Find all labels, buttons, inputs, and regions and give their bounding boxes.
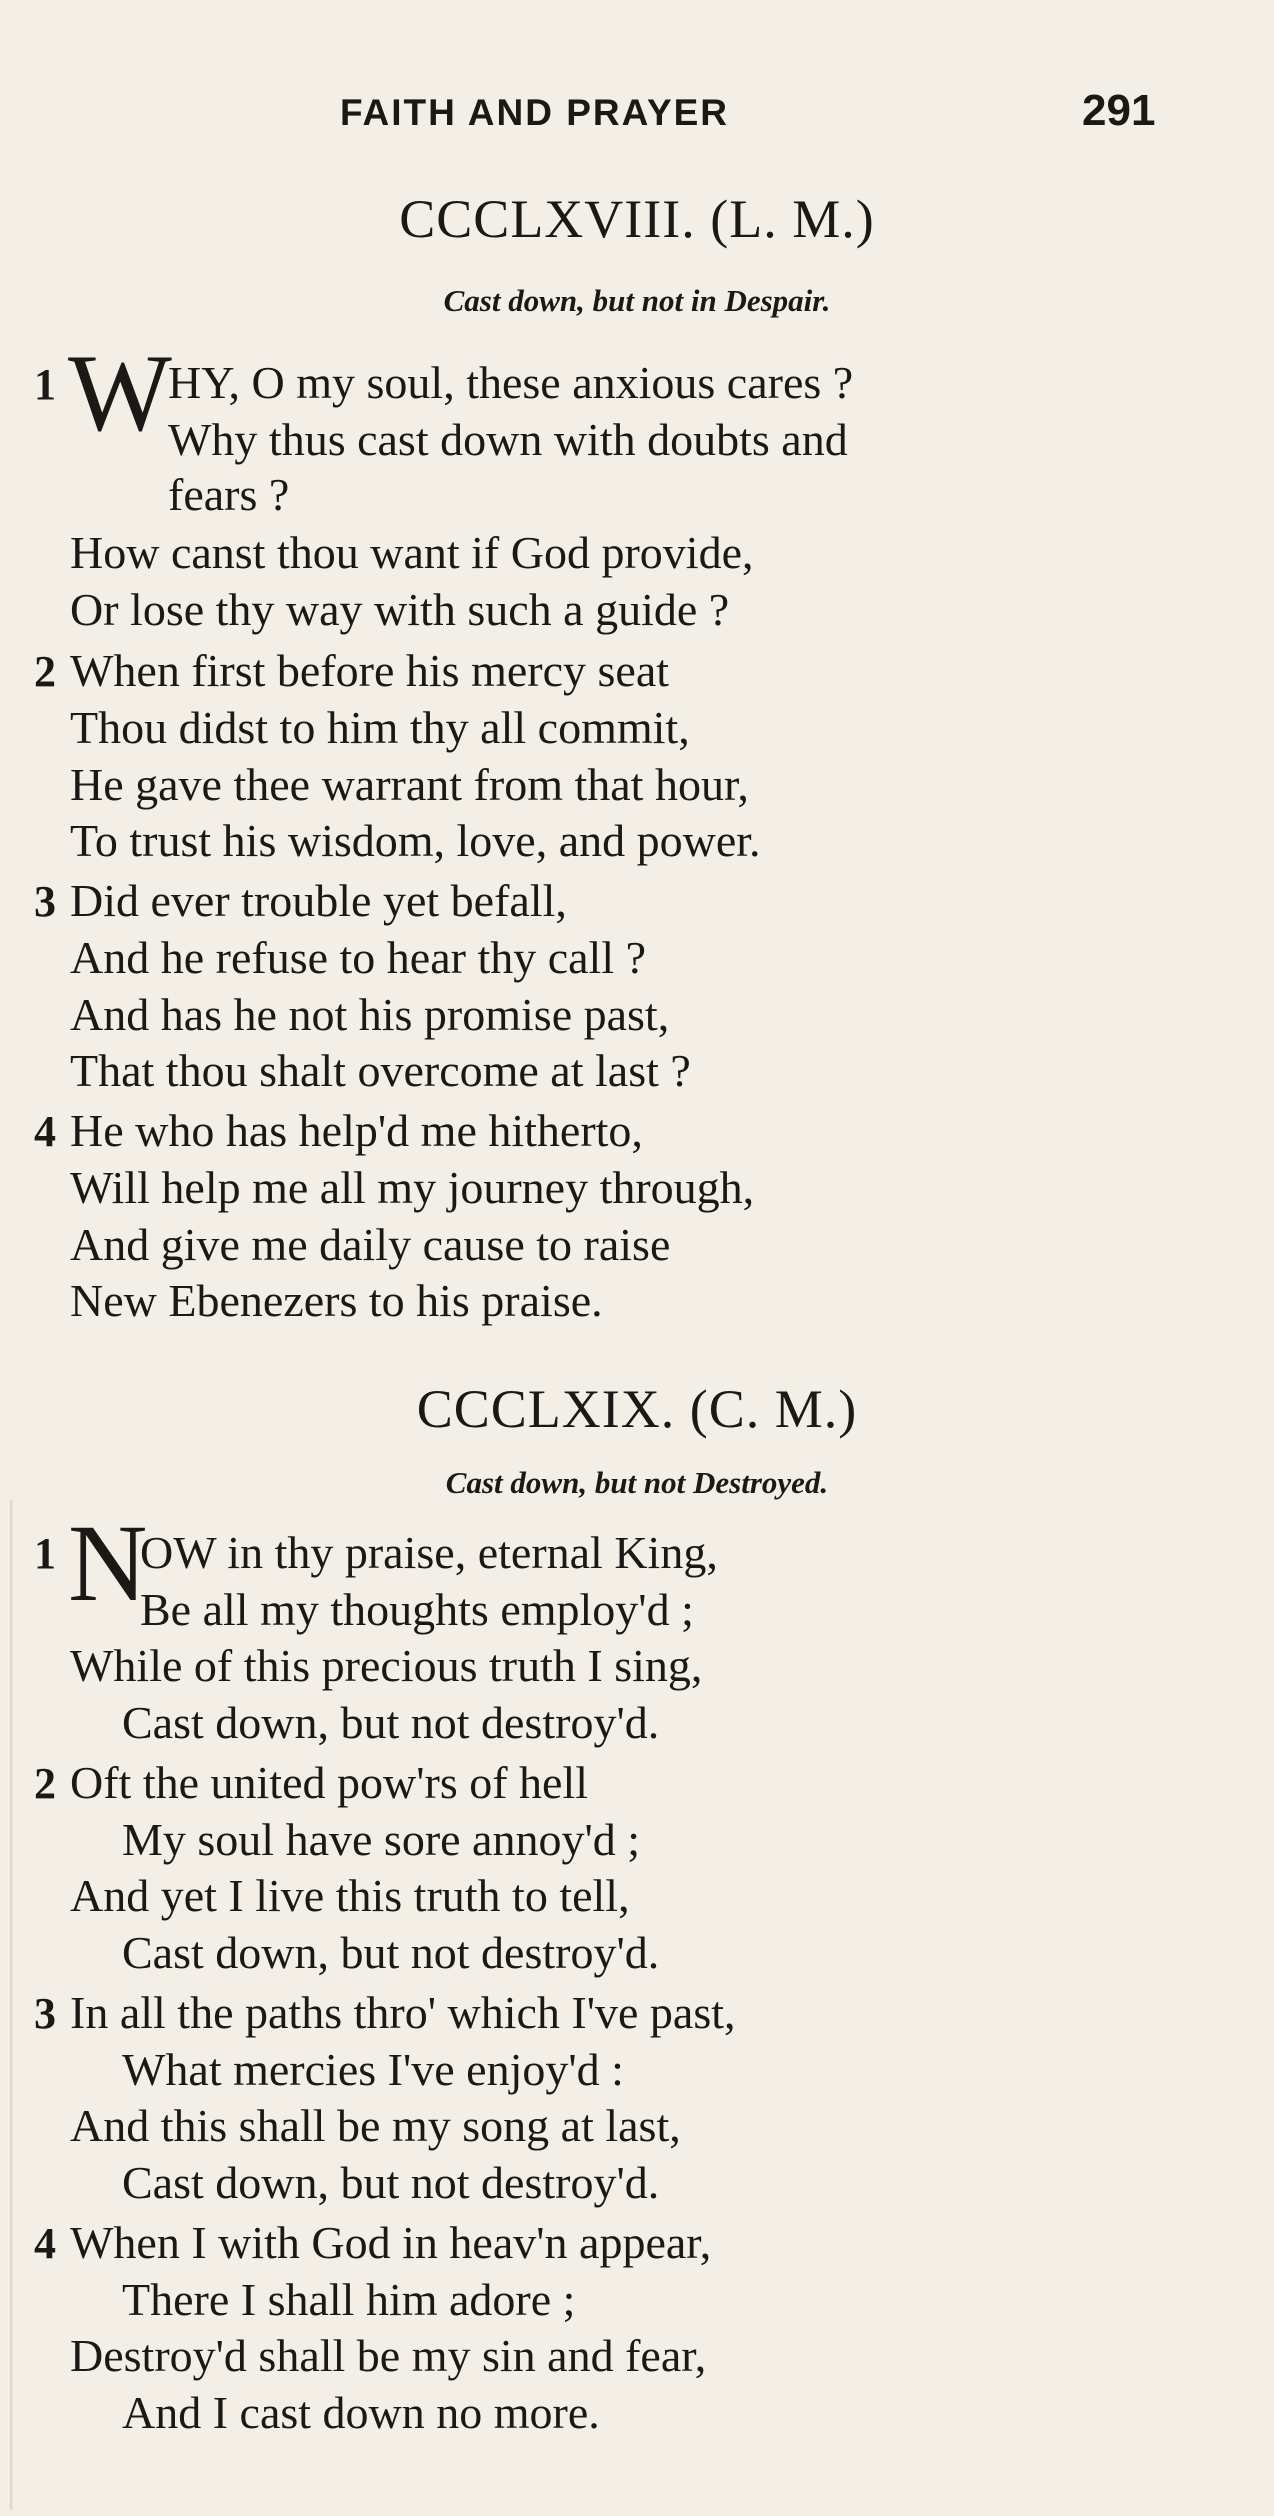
verse-line: He gave thee warrant from that hour, xyxy=(70,759,749,810)
verse-line: Be all my thoughts employ'd ; xyxy=(140,1584,694,1635)
hymn-heading: CCCLXIX. (C. M.) xyxy=(416,1379,858,1439)
verse-line: OW in thy praise, eternal King, xyxy=(140,1527,718,1578)
verse-line: HY, O my soul, these anxious cares ? xyxy=(168,357,854,408)
verse-line: Cast down, but not destroy'd. xyxy=(122,1697,660,1748)
verse-line: Will help me all my journey through, xyxy=(70,1162,755,1213)
stanza-number: 1 xyxy=(34,360,56,409)
verse-line: And he refuse to hear thy call ? xyxy=(70,932,647,983)
verse-line: And this shall be my song at last, xyxy=(70,2100,681,2151)
stanza-number: 1 xyxy=(34,1529,56,1578)
stanza-number: 3 xyxy=(34,1989,56,2038)
verse-line: How canst thou want if God provide, xyxy=(70,527,754,578)
stanza-number: 2 xyxy=(34,1759,56,1808)
verse-line: Destroy'd shall be my sin and fear, xyxy=(70,2330,707,2381)
verse-line: And yet I live this truth to tell, xyxy=(70,1870,630,1921)
verse-line: Or lose thy way with such a guide ? xyxy=(70,584,730,635)
verse-line: That thou shalt overcome at last ? xyxy=(70,1045,691,1096)
verse-line: Cast down, but not destroy'd. xyxy=(122,1927,660,1978)
drop-cap: N xyxy=(68,1502,148,1624)
verse-line: To trust his wisdom, love, and power. xyxy=(70,815,761,866)
verse-line: And has he not his promise past, xyxy=(70,989,670,1040)
stanza-number: 4 xyxy=(34,2219,56,2268)
verse-line: Cast down, but not destroy'd. xyxy=(122,2157,660,2208)
stanza-number: 3 xyxy=(34,877,56,926)
verse-line: While of this precious truth I sing, xyxy=(70,1640,703,1691)
stanza-number: 4 xyxy=(34,1107,56,1156)
verse-line: When first before his mercy seat xyxy=(70,645,670,696)
verse-line: There I shall him adore ; xyxy=(122,2274,576,2325)
verse-line: Why thus cast down with doubts and xyxy=(168,414,848,465)
drop-cap: W xyxy=(68,332,172,454)
verse-line: And I cast down no more. xyxy=(122,2387,600,2438)
verse-line: fears ? xyxy=(168,469,290,520)
page-edge-shadow xyxy=(10,1500,13,2510)
verse-line: New Ebenezers to his praise. xyxy=(70,1275,603,1326)
running-head: FAITH AND PRAYER xyxy=(340,92,730,133)
page-number: 291 xyxy=(1082,86,1156,135)
hymn-subtitle: Cast down, but not in Despair. xyxy=(443,283,831,318)
hymn-heading: CCCLXVIII. (L. M.) xyxy=(399,189,875,249)
verse-line: Thou didst to him thy all commit, xyxy=(70,702,690,753)
verse-line: My soul have sore annoy'd ; xyxy=(122,1814,641,1865)
stanza-number: 2 xyxy=(34,647,56,696)
verse-line: When I with God in heav'n appear, xyxy=(70,2217,712,2268)
verse-line: Did ever trouble yet befall, xyxy=(70,875,567,926)
verse-line: In all the paths thro' which I've past, xyxy=(70,1987,736,2038)
verse-line: And give me daily cause to raise xyxy=(70,1219,671,1270)
verse-line: What mercies I've enjoy'd : xyxy=(122,2044,624,2095)
verse-line: Oft the united pow'rs of hell xyxy=(70,1757,589,1808)
hymn-subtitle: Cast down, but not Destroyed. xyxy=(445,1465,829,1500)
verse-line: He who has help'd me hitherto, xyxy=(70,1105,643,1156)
